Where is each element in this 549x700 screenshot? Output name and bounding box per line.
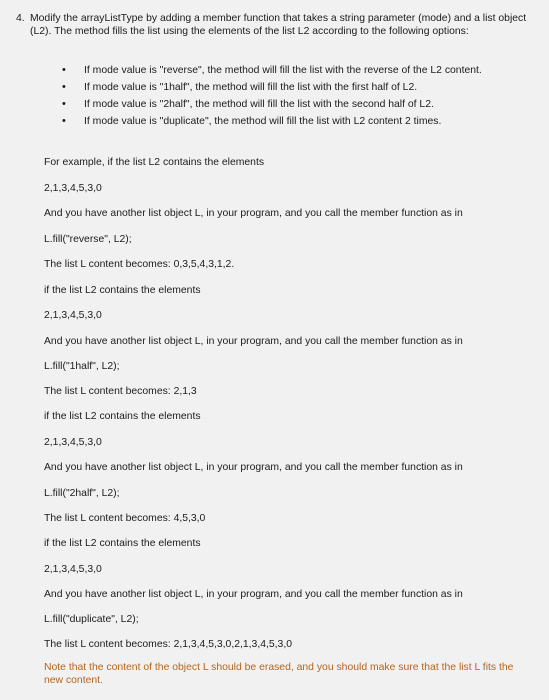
example-line: And you have another list object L, in your program, and you call the member function as in — [44, 336, 463, 347]
note-text: Note that the content of the object L should be erased, and you should make sure that the list L fits the new content. — [44, 662, 514, 686]
code-line: L.fill("1half", L2); — [44, 361, 120, 372]
code-line: L.fill("2half", L2); — [44, 488, 120, 499]
example-line: if the list L2 contains the elements — [44, 411, 201, 422]
question-header — [16, 12, 536, 38]
option-text: If mode value is "reverse", the method will fill the list with the reverse of the L2 content. — [84, 65, 482, 76]
option-item — [62, 115, 522, 128]
option-text: If mode value is "duplicate", the method will fill the list with L2 content 2 times. — [84, 116, 442, 127]
option-item — [62, 98, 522, 111]
option-text: If mode value is "2half", the method will fill the list with the second half of L2. — [84, 99, 434, 110]
result-line: The list L content becomes: 4,5,3,0 — [44, 513, 206, 524]
result-line: The list L content becomes: 0,3,5,4,3,1,2. — [44, 259, 235, 270]
code-line: L.fill("duplicate", L2); — [44, 614, 139, 625]
options-list — [62, 64, 522, 132]
example-line: 2,1,3,4,5,3,0 — [44, 437, 102, 448]
option-text: If mode value is "1half", the method will fill the list with the first half of L2. — [84, 82, 418, 93]
example-line: And you have another list object L, in your program, and you call the member function as in — [44, 208, 463, 219]
code-line: L.fill("reverse", L2); — [44, 234, 132, 245]
example-line: 2,1,3,4,5,3,0 — [44, 183, 102, 194]
option-item — [62, 81, 522, 94]
question-intro: Modify the arrayListType by adding a member function that takes a string parameter (mode) and a list object (L2). The method fills the list using the elements of the list L2 according to the following options: — [30, 13, 527, 37]
example-line: And you have another list object L, in your program, and you call the member function as in — [44, 462, 463, 473]
example-line: And you have another list object L, in your program, and you call the member function as in — [44, 589, 463, 600]
example-line: if the list L2 contains the elements — [44, 538, 201, 549]
result-line: The list L content becomes: 2,1,3 — [44, 386, 197, 397]
example-line: if the list L2 contains the elements — [44, 285, 201, 296]
bullet-icon: • — [62, 115, 66, 127]
question-number: 4. — [16, 13, 25, 24]
example-line: 2,1,3,4,5,3,0 — [44, 310, 102, 321]
bullet-icon: • — [62, 98, 66, 110]
bullet-icon: • — [62, 81, 66, 93]
example-line: For example, if the list L2 contains the elements — [44, 157, 265, 168]
example-line: 2,1,3,4,5,3,0 — [44, 564, 102, 575]
option-item — [62, 64, 522, 77]
bullet-icon: • — [62, 64, 66, 76]
result-line: The list L content becomes: 2,1,3,4,5,3,0,2,1,3,4,5,3,0 — [44, 639, 292, 650]
